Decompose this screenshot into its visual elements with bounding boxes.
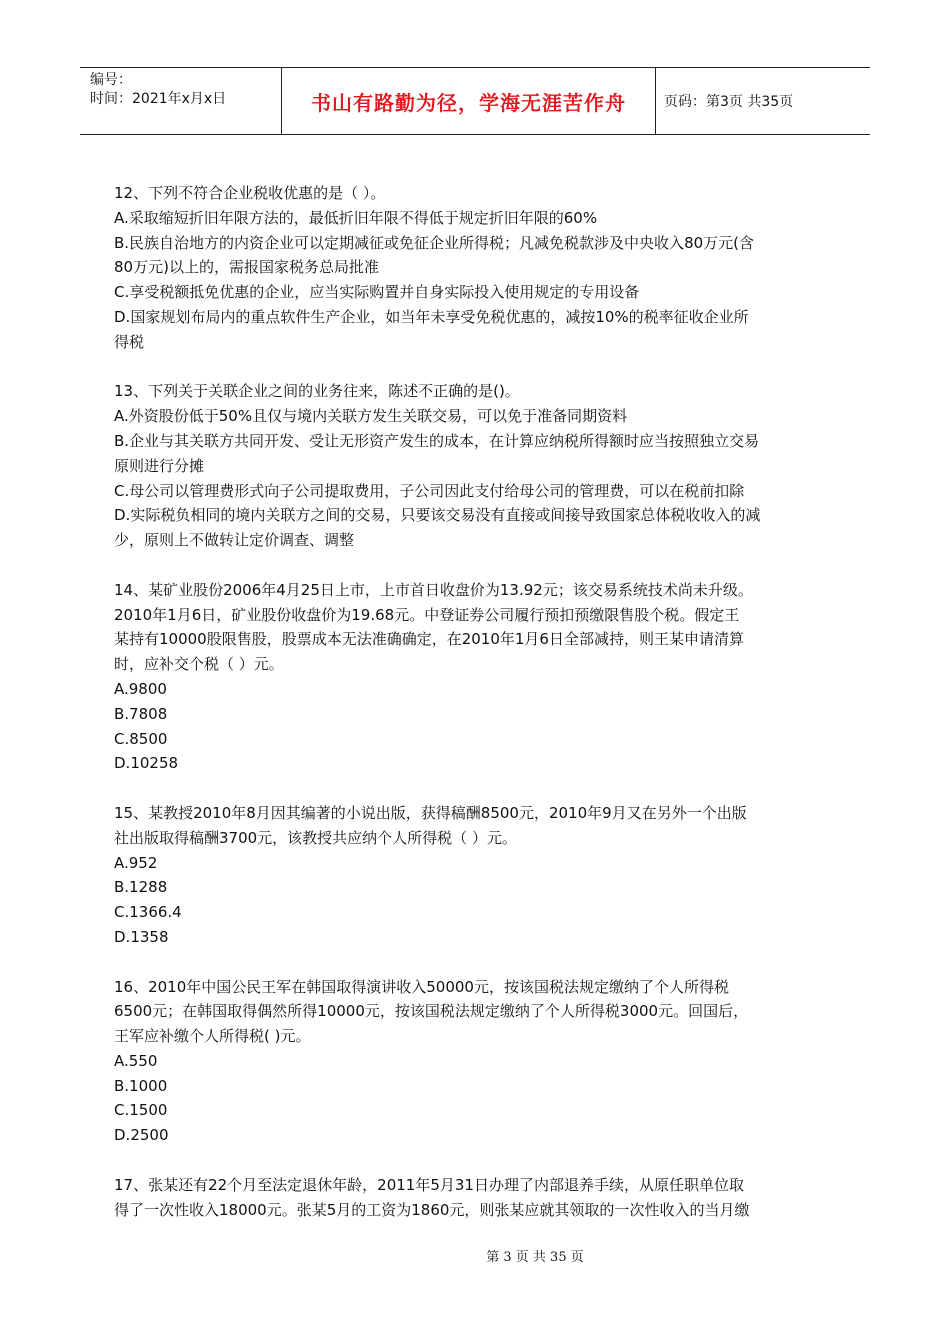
question-text-line: A.9800 [114,679,167,698]
question-text-line: 6500元；在韩国取得偶然所得10000元，按该国税法规定缴纳了个人所得税3000元。回国后， [114,1002,749,1021]
question-stem-line: 16、2010年中国公民王军在韩国取得演讲收入50000元，按该国税法规定缴纳了个人所得税 [114,977,729,996]
question-text-line: A.550 [114,1051,158,1070]
document-date: 时间：2021年x月x日 [90,91,227,107]
question-text-line: 社出版取得稿酬3700元，该教授共应纳个人所得税（ ）元。 [114,828,517,847]
question-block [114,975,838,1149]
question-text-line: B.民族自治地方的内资企业可以定期减征或免征企业所得税；凡减免税款涉及中央收入80万元(含 [114,233,755,252]
question-text-line: C.8500 [114,729,168,748]
question-text-line: A.采取缩短折旧年限方法的，最低折旧年限不得低于规定折旧年限的60% [114,208,598,227]
page-footer: 第 3 页 共 35 页 [486,1250,584,1265]
question-text-line: B.企业与其关联方共同开发、受让无形资产发生的成本，在计算应纳税所得额时应当按照独立交易 [114,431,760,450]
question-text-line: 得了一次性收入18000元。张某5月的工资为1860元，则张某应就其领取的一次性收入的当月缴 [114,1200,750,1219]
question-text-line: D.10258 [114,754,179,773]
question-text-line: A.952 [114,853,158,872]
question-text-line: 王军应补缴个人所得税( )元。 [114,1027,311,1046]
header-page-info: 页码：第3页 共35页 [664,94,794,110]
question-text-line: D.国家规划布局内的重点软件生产企业，如当年未享受免税优惠的，减按10%的税率征收企业所 [114,307,749,326]
question-text-line: B.7808 [114,704,168,723]
question-text-line: 少，原则上不做转让定价调查、调整 [114,531,355,550]
question-stem-line: 15、某教授2010年8月因其编著的小说出版，获得稿酬8500元，2010年9月又在另外一个出版 [114,803,747,822]
header-motto: 书山有路勤为径，学海无涯苦作舟 [282,68,656,134]
question-text-line: 80万元)以上的，需报国家税务总局批准 [114,258,379,277]
question-text-line: 时，应补交个税（ ）元。 [114,655,284,674]
question-text-line: B.1288 [114,878,168,897]
question-block [114,181,838,355]
question-stem-line: 17、张某还有22个月至法定退休年龄，2011年5月31日办理了内部退养手续，从原任职单位取 [114,1175,744,1194]
question-stem-line: 14、某矿业股份2006年4月25日上市，上市首日收盘价为13.92元；该交易系统技术尚未升级。 [114,580,753,599]
document-body [114,181,838,1247]
question-block [114,578,838,776]
header-meta [80,68,282,134]
question-block [114,379,838,553]
question-block [114,801,838,950]
question-block [114,1173,838,1223]
question-text-line: 原则进行分摊 [114,456,205,475]
document-number-label: 编号： [90,72,132,88]
question-text-line: C.母公司以管理费形式向子公司提取费用，子公司因此支付给母公司的管理费，可以在税前扣除 [114,481,745,500]
question-text-line: D.1358 [114,927,169,946]
question-text-line: 得税 [114,332,145,351]
question-stem-line: 12、下列不符合企业税收优惠的是（ ）。 [114,184,386,202]
question-text-line: D.2500 [114,1126,169,1145]
question-text-line: B.1000 [114,1076,168,1095]
question-text-line: C.享受税额抵免优惠的企业，应当实际购置并自身实际投入使用规定的专用设备 [114,283,640,302]
question-text-line: C.1500 [114,1101,168,1120]
question-text-line: A.外资股份低于50%且仅与境内关联方发生关联交易，可以免于准备同期资料 [114,407,628,426]
page-header [80,67,870,135]
question-text-line: 某持有10000股限售股，股票成本无法准确确定，在2010年1月6日全部减持，则王某申请清算 [114,630,744,649]
question-text-line: C.1366.4 [114,903,182,922]
question-text-line: 2010年1月6日，矿业股份收盘价为19.68元。中登证券公司履行预扣预缴限售股个税。假定王 [114,605,740,624]
question-text-line: D.实际税负相同的境内关联方之间的交易，只要该交易没有直接或间接导致国家总体税收收入的减 [114,506,761,525]
question-stem-line: 13、下列关于关联企业之间的业务往来，陈述不正确的是()。 [114,382,520,401]
